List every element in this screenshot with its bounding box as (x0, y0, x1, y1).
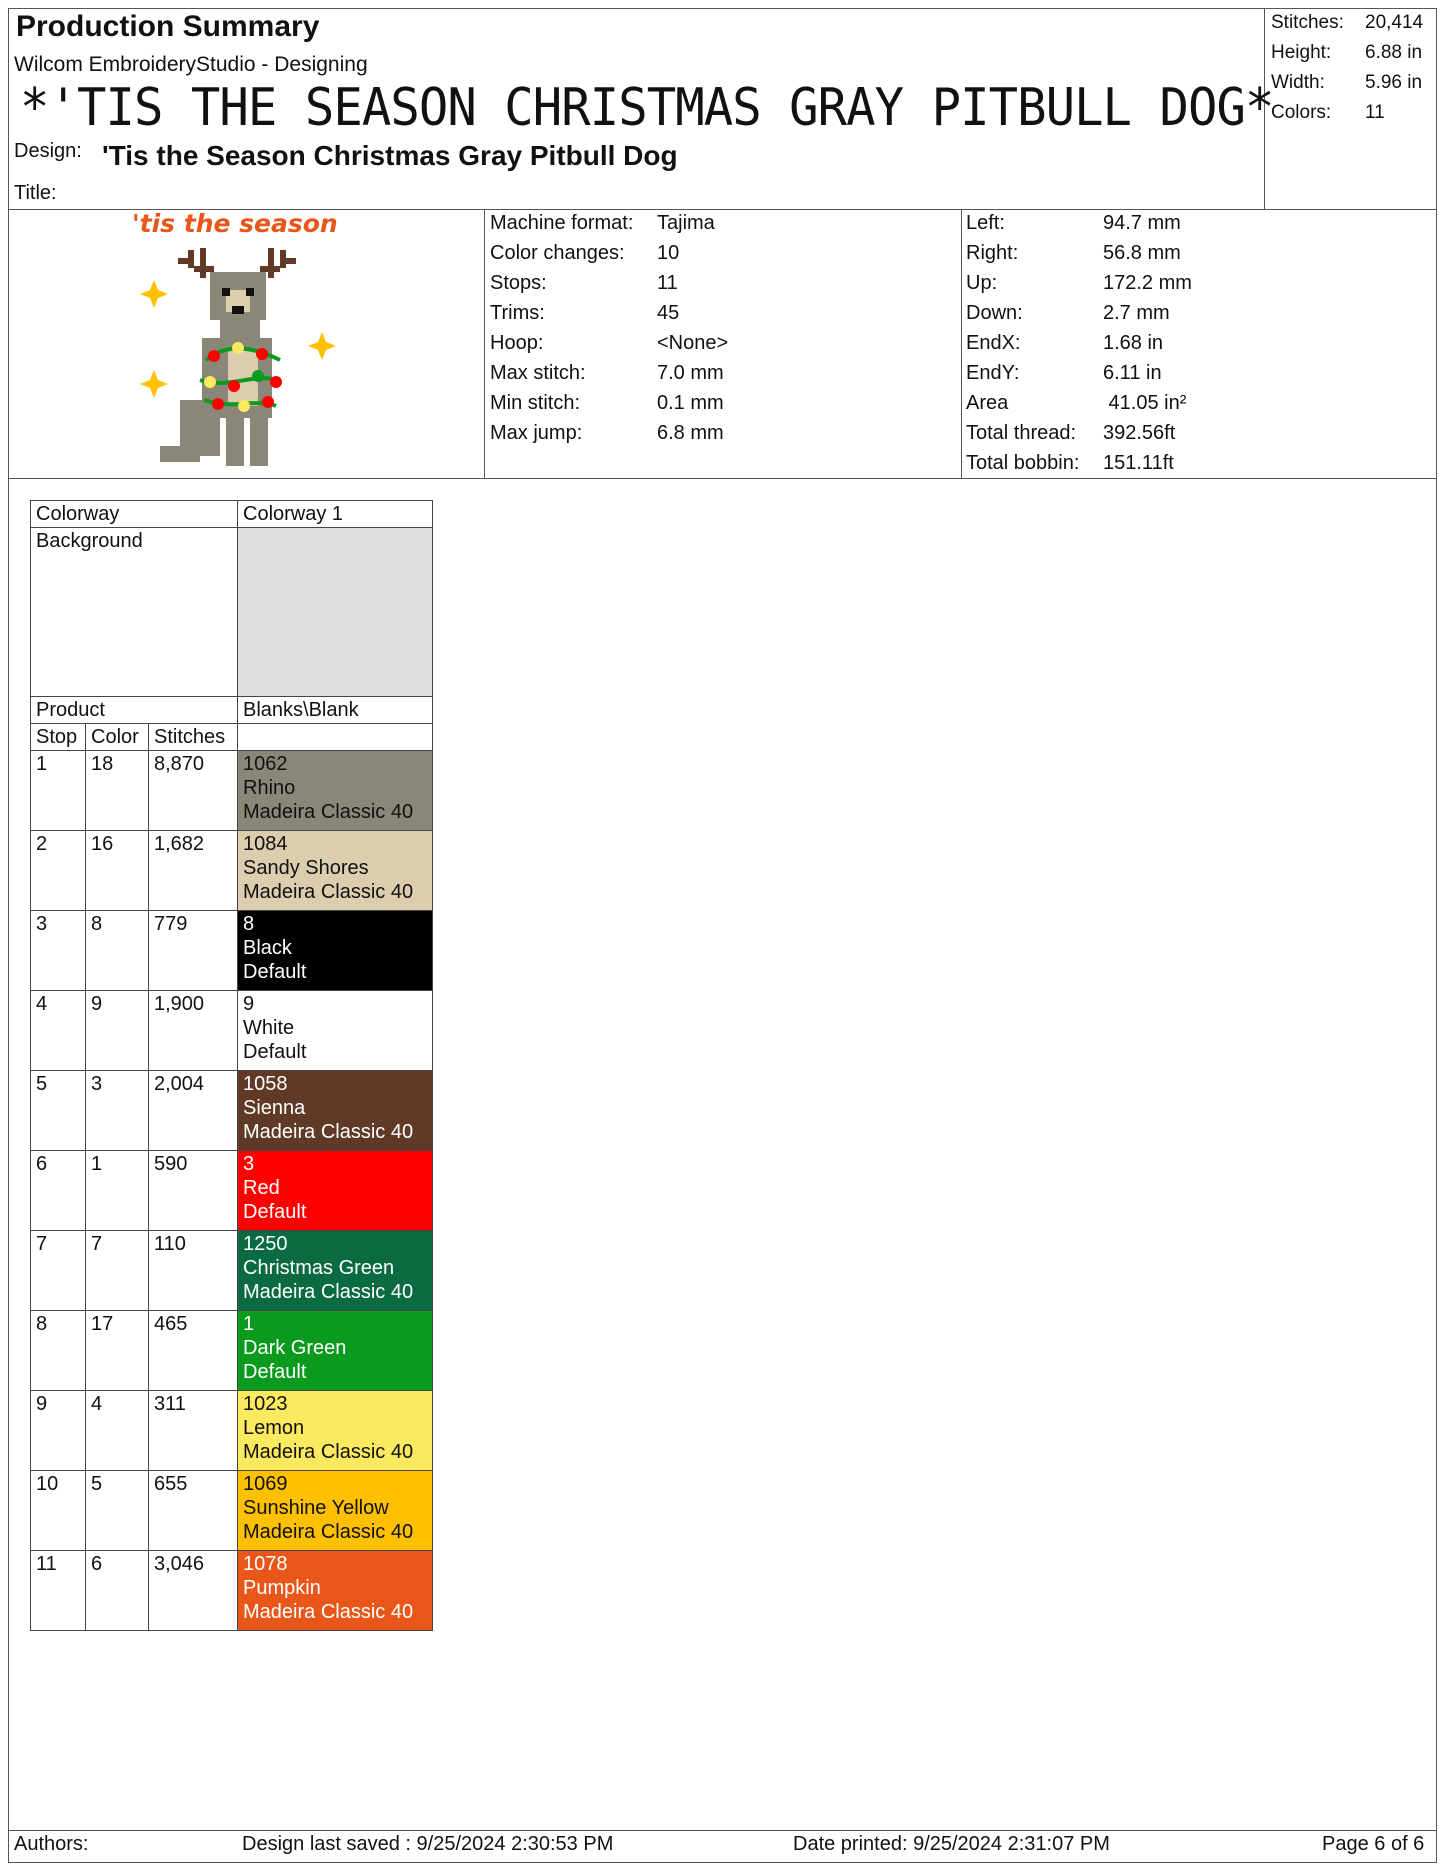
machine-value: Tajima (657, 212, 715, 234)
extents-label: Up: (966, 272, 998, 294)
table-row (31, 1151, 433, 1231)
color-cell: 5 (86, 1471, 149, 1551)
thread-brand: Default (243, 1041, 307, 1063)
extents-value: 6.11 in (1103, 362, 1162, 384)
thread-code: 1078 (243, 1553, 288, 1575)
extents-value: 172.2 mm (1103, 272, 1192, 294)
table-row (31, 1471, 433, 1551)
divider (8, 478, 1437, 479)
machine-label: Max stitch: (490, 362, 586, 384)
footer-authors: Authors: (14, 1833, 89, 1855)
machine-label: Trims: (490, 302, 545, 324)
summary-label: Colors: (1271, 102, 1332, 123)
page-title: Production Summary (16, 10, 320, 43)
machine-value: 10 (657, 242, 680, 264)
table-row (31, 831, 433, 911)
thread-swatch (238, 1471, 433, 1551)
stitches-cell: 590 (149, 1151, 238, 1231)
table-row (31, 1391, 433, 1471)
thread-code: 1062 (243, 753, 288, 775)
divider (961, 209, 962, 479)
extents-label: EndY: (966, 362, 1020, 384)
thread-name: Sandy Shores (243, 857, 369, 879)
stitches-cell: 465 (149, 1311, 238, 1391)
color-cell: 17 (86, 1311, 149, 1391)
stitches-cell: 3,046 (149, 1551, 238, 1631)
thread-name: Sienna (243, 1097, 306, 1119)
background-label: Background (31, 528, 238, 697)
color-cell: 9 (86, 991, 149, 1071)
divider (8, 1830, 1437, 1831)
table-row (31, 991, 433, 1071)
stitches-cell: 655 (149, 1471, 238, 1551)
extents-label: Right: (966, 242, 1019, 264)
colorway-table (30, 500, 433, 1631)
design-big-name: *'TIS THE SEASON CHRISTMAS GRAY PITBULL DOG* (20, 78, 1274, 138)
thread-code: 1250 (243, 1233, 288, 1255)
thread-swatch (238, 1391, 433, 1471)
thread-name: Sunshine Yellow (243, 1497, 389, 1519)
divider (484, 209, 485, 479)
footer-page: Page 6 of 6 (1322, 1833, 1425, 1855)
stop-cell: 9 (31, 1391, 86, 1471)
footer-printed: Date printed: 9/25/2024 2:31:07 PM (793, 1833, 1110, 1855)
thread-swatch (238, 1311, 433, 1391)
color-cell: 4 (86, 1391, 149, 1471)
thread-brand: Madeira Classic 40 (243, 1521, 414, 1543)
summary-value: 11 (1365, 102, 1385, 123)
thread-brand: Default (243, 961, 307, 983)
thread-name: Rhino (243, 777, 296, 799)
extents-value: 1.68 in (1103, 332, 1164, 354)
thread-name: Red (243, 1177, 280, 1199)
thread-code: 9 (243, 993, 255, 1015)
color-cell: 16 (86, 831, 149, 911)
thread-name: Pumpkin (243, 1577, 321, 1599)
stop-cell: 3 (31, 911, 86, 991)
color-rows (31, 751, 433, 1631)
table-row (31, 911, 433, 991)
extents-value: 2.7 mm (1103, 302, 1170, 324)
thread-swatch (238, 911, 433, 991)
dog-body (160, 272, 272, 466)
extents-value: 392.56ft (1103, 422, 1176, 444)
machine-value: <None> (657, 332, 729, 354)
thread-code: 1023 (243, 1393, 288, 1415)
col-color-header: Color (86, 724, 149, 751)
col-stop-header: Stop (31, 724, 86, 751)
extents-value: 94.7 mm (1103, 212, 1181, 234)
thread-swatch (238, 991, 433, 1071)
thread-code: 1 (243, 1313, 255, 1335)
table-row (31, 501, 433, 528)
extents-label: Down: (966, 302, 1023, 324)
thread-code: 1058 (243, 1073, 288, 1095)
summary-value: 20,414 (1365, 12, 1424, 33)
extents-label: Area (966, 392, 1009, 414)
summary-label: Width: (1271, 72, 1325, 93)
machine-value: 7.0 mm (657, 362, 724, 384)
thread-brand: Madeira Classic 40 (243, 801, 414, 823)
col-stitches-header: Stitches (149, 724, 238, 751)
thread-swatch (238, 1231, 433, 1311)
table-row (31, 751, 433, 831)
extents-label: Left: (966, 212, 1005, 234)
colorway-label: Colorway (31, 501, 238, 528)
machine-value: 0.1 mm (657, 392, 724, 414)
stop-cell: 8 (31, 1311, 86, 1391)
extents-value: 41.05 in² (1103, 392, 1187, 414)
product-label: Product (31, 697, 238, 724)
summary-label: Height: (1271, 42, 1332, 63)
summary-value: 5.96 in (1365, 72, 1423, 93)
stitches-cell: 1,682 (149, 831, 238, 911)
table-row (31, 1071, 433, 1151)
thread-code: 1084 (243, 833, 288, 855)
footer-saved: Design last saved : 9/25/2024 2:30:53 PM (242, 1833, 614, 1855)
machine-value: 11 (657, 272, 678, 294)
product-value: Blanks\Blank (238, 697, 433, 724)
title-label: Title: (14, 182, 57, 204)
stop-cell: 2 (31, 831, 86, 911)
extents-panel (966, 212, 1426, 477)
thread-brand: Madeira Classic 40 (243, 1441, 414, 1463)
color-cell: 18 (86, 751, 149, 831)
table-header-row (31, 724, 433, 751)
stop-cell: 7 (31, 1231, 86, 1311)
thread-code: 3 (243, 1153, 255, 1175)
machine-value: 45 (657, 302, 680, 324)
extents-label: EndX: (966, 332, 1021, 354)
stitches-cell: 8,870 (149, 751, 238, 831)
thread-swatch (238, 1071, 433, 1151)
thread-brand: Madeira Classic 40 (243, 1281, 414, 1303)
machine-label: Stops: (490, 272, 547, 294)
color-cell: 3 (86, 1071, 149, 1151)
thread-brand: Default (243, 1361, 307, 1383)
thread-brand: Madeira Classic 40 (243, 1121, 414, 1143)
stop-cell: 6 (31, 1151, 86, 1231)
stitches-cell: 1,900 (149, 991, 238, 1071)
color-cell: 7 (86, 1231, 149, 1311)
table-row (31, 528, 433, 697)
summary-label: Stitches: (1271, 12, 1344, 33)
thread-swatch (238, 831, 433, 911)
thread-code: 1069 (243, 1473, 288, 1495)
col-thread-header (238, 724, 433, 751)
table-row (31, 1311, 433, 1391)
colorway-value: Colorway 1 (238, 501, 433, 528)
thread-swatch (238, 1151, 433, 1231)
extents-value: 56.8 mm (1103, 242, 1181, 264)
thumbnail-text: 'tis the season (132, 210, 338, 238)
thread-name: Black (243, 937, 292, 959)
thread-brand: Madeira Classic 40 (243, 1601, 414, 1623)
machine-label: Hoop: (490, 332, 544, 354)
design-thumbnail (130, 210, 370, 475)
stop-cell: 4 (31, 991, 86, 1071)
machine-label: Max jump: (490, 422, 583, 444)
thread-swatch (238, 1551, 433, 1631)
machine-value: 6.8 mm (657, 422, 724, 444)
stitches-cell: 2,004 (149, 1071, 238, 1151)
design-value: 'Tis the Season Christmas Gray Pitbull Dog (102, 140, 678, 171)
table-row (31, 1551, 433, 1631)
thread-brand: Madeira Classic 40 (243, 881, 414, 903)
thread-name: Dark Green (243, 1337, 347, 1359)
stitches-cell: 110 (149, 1231, 238, 1311)
thread-swatch (238, 751, 433, 831)
thread-name: Christmas Green (243, 1257, 395, 1279)
stitches-cell: 311 (149, 1391, 238, 1471)
table-row (31, 1231, 433, 1311)
stop-cell: 11 (31, 1551, 86, 1631)
thread-code: 8 (243, 913, 255, 935)
stop-cell: 10 (31, 1471, 86, 1551)
color-cell: 8 (86, 911, 149, 991)
extents-label: Total bobbin: (966, 452, 1080, 474)
table-row (31, 697, 433, 724)
summary-value: 6.88 in (1365, 42, 1423, 63)
thread-name: White (243, 1017, 295, 1039)
background-swatch (238, 528, 433, 697)
stitches-cell: 779 (149, 911, 238, 991)
machine-label: Color changes: (490, 242, 625, 264)
stop-cell: 5 (31, 1071, 86, 1151)
stop-cell: 1 (31, 751, 86, 831)
thread-name: Lemon (243, 1417, 305, 1439)
extents-label: Total thread: (966, 422, 1077, 444)
thread-brand: Default (243, 1201, 307, 1223)
color-cell: 1 (86, 1151, 149, 1231)
machine-panel (490, 212, 960, 452)
summary-panel (1271, 12, 1436, 142)
color-cell: 6 (86, 1551, 149, 1631)
extents-value: 151.11ft (1103, 452, 1174, 474)
machine-label: Min stitch: (490, 392, 581, 414)
machine-label: Machine format: (490, 212, 634, 234)
app-name: Wilcom EmbroideryStudio - Designing (14, 53, 368, 76)
design-label: Design: (14, 140, 82, 162)
